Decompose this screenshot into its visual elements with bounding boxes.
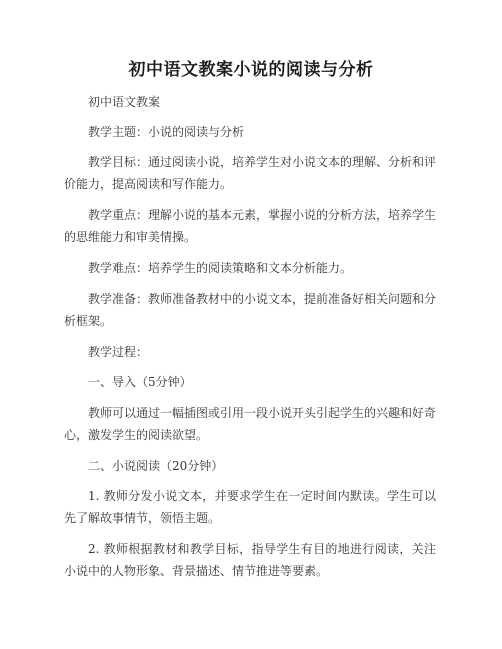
paragraph-subject-heading: 初中语文教案 (88, 95, 161, 109)
paragraph-teaching-process: 教学过程： (88, 345, 149, 359)
section-heading-novel-reading: 二、小说阅读（20分钟） (88, 459, 224, 473)
list-item-step-2: 2. 教师根据教材和教学目标，指导学生有目的地进行阅读，关注小说中的人物形象、背景描述、情节推进等要素。 (64, 542, 436, 578)
paragraph-teaching-focus: 教学重点：理解小说的基本元素，掌握小说的分析方法，培养学生的思维能力和审美情操。 (64, 208, 437, 244)
document-title: 初中语文教案小说的阅读与分析 (128, 60, 374, 80)
paragraph-introduction-body: 教师可以通过一幅插图或引用一段小说开头引起学生的兴趣和好奇心，激发学生的阅读欲望。 (64, 406, 437, 442)
list-item-step-1: 1. 教师分发小说文本，并要求学生在一定时间内默读。学生可以先了解故事情节，领悟主题。 (64, 489, 436, 525)
paragraph-teaching-difficulty: 教学难点：培养学生的阅读策略和文本分析能力。 (88, 261, 353, 275)
paragraph-teaching-goal: 教学目标：通过阅读小说，培养学生对小说文本的理解、分析和评价能力，提高阅读和写作能力。 (64, 155, 437, 191)
paragraph-teaching-preparation: 教学准备：教师准备教材中的小说文本，提前准备好相关问题和分析框架。 (64, 292, 437, 328)
section-heading-introduction: 一、导入（5分钟） (88, 375, 192, 389)
paragraph-teaching-topic: 教学主题：小说的阅读与分析 (88, 125, 245, 139)
